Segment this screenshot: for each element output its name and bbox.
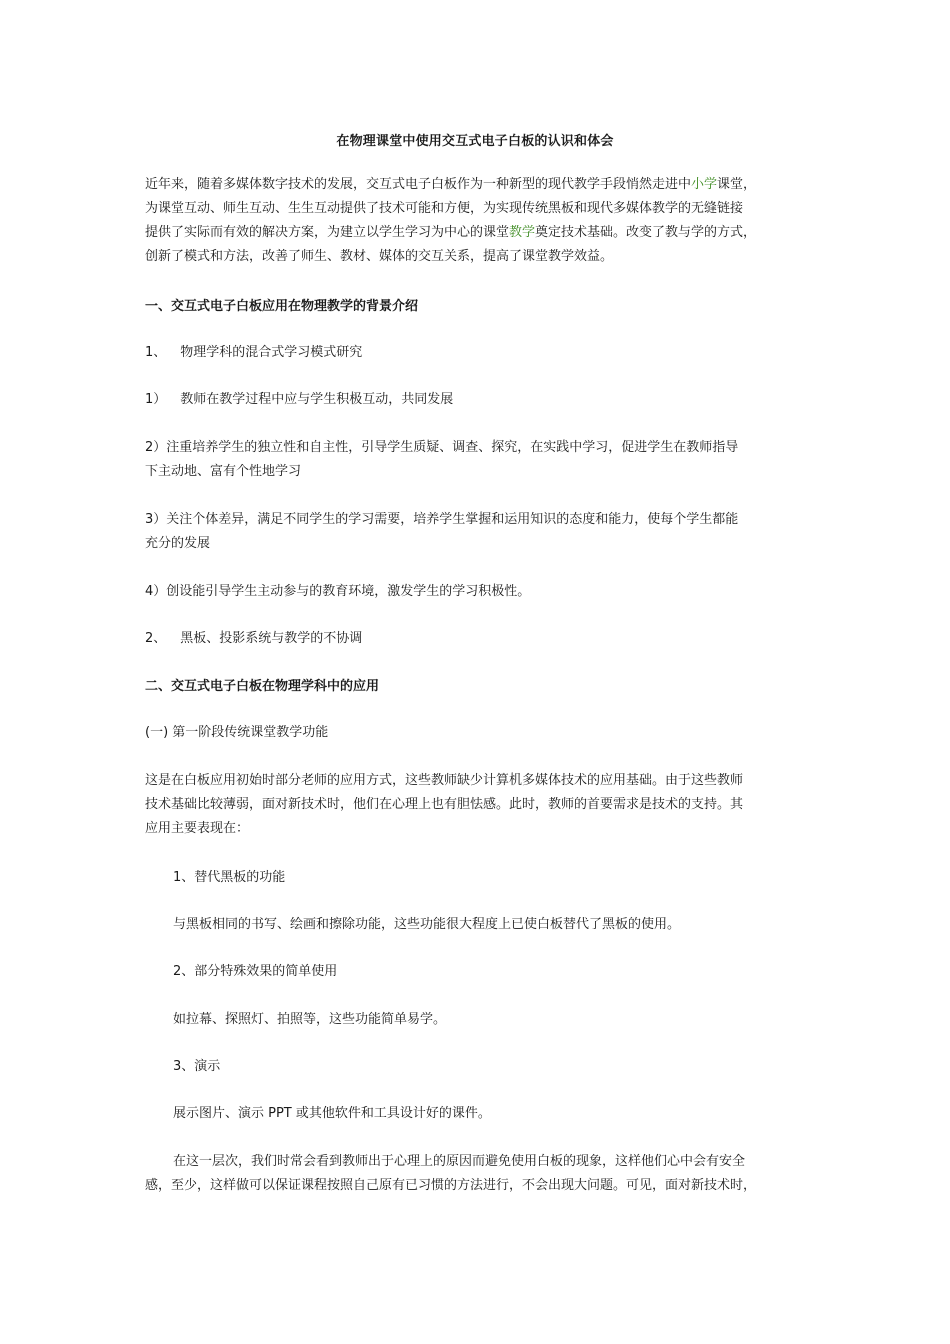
stage1-paragraph: 这是在白板应用初始时部分老师的应用方式，这些教师缺少计算机多媒体技术的应用基础。由于这些教师 技术基础比较薄弱，面对新技术时，他们在心理上也有胆怯感。此时，教师的首要需求是技术的支持。其 应用主要表现在： xyxy=(145,773,744,836)
section1-heading: 一、交互式电子白板应用在物理教学的背景介绍 xyxy=(145,299,419,314)
feature-1-desc: 与黑板相同的书写、绘画和擦除功能，这些功能很大程度上已使白板替代了黑板的使用。 xyxy=(173,917,681,932)
section1-sub-4: 4）创设能引导学生主动参与的教育环境，激发学生的学习积极性。 xyxy=(145,584,531,599)
stage1-heading: (一) 第一阶段传统课堂教学功能 xyxy=(145,725,329,740)
link-teaching[interactable]: 教学 xyxy=(509,225,536,240)
document-title: 在物理课堂中使用交互式电子白板的认识和体会 xyxy=(336,134,614,149)
intro-line-2: 为课堂互动、师生互动、生生互动提供了技术可能和方便，为实现传统黑板和现代多媒体教学的无缝链接 xyxy=(145,201,744,216)
section1-sub-2: 2）注重培养学生的独立性和自主性，引导学生质疑、调查、探究，在实践中学习，促进学生在教师指导 下主动地、富有个性地学习 xyxy=(145,440,739,479)
link-primary-school[interactable]: 小学 xyxy=(691,177,718,192)
feature-3-title: 3、演示 xyxy=(173,1059,221,1074)
intro-paragraph xyxy=(145,173,813,269)
section1-sub-1: 1） 教师在教学过程中应与学生积极互动，共同发展 xyxy=(145,392,454,407)
feature-2-desc: 如拉幕、探照灯、拍照等，这些功能简单易学。 xyxy=(173,1012,447,1027)
closing-paragraph: 在这一层次，我们时常会看到教师出于心理上的原因而避免使用白板的现象，这样他们心中会有安全 感，至少，这样做可以保证课程按照自己原有已习惯的方法进行，不会出现大问题。可见，面对新技术时， xyxy=(145,1154,757,1193)
intro-line-1: 近年来，随着多媒体数字技术的发展，交互式电子白板作为一种新型的现代教学手段悄然走进中小学课堂， xyxy=(145,177,757,192)
intro-line-3: 提供了实际而有效的解决方案，为建立以学生学习为中心的课堂教学奠定技术基础。改变了教与学的方式， xyxy=(145,225,757,240)
feature-1-title: 1、替代黑板的功能 xyxy=(173,870,286,885)
section1-sub-3: 3）关注个体差异，满足不同学生的学习需要，培养学生掌握和运用知识的态度和能力，使每个学生都能 充分的发展 xyxy=(145,512,739,551)
intro-line-4: 创新了模式和方法，改善了师生、教材、媒体的交互关系，提高了课堂教学效益。 xyxy=(145,249,614,264)
feature-3-desc: 展示图片、演示 PPT 或其他软件和工具设计好的课件。 xyxy=(173,1106,491,1121)
section2-heading: 二、交互式电子白板在物理学科中的应用 xyxy=(145,679,380,694)
section1-item-1: 1、 物理学科的混合式学习模式研究 xyxy=(145,345,363,360)
feature-2-title: 2、部分特殊效果的简单使用 xyxy=(173,964,338,979)
section1-item-2: 2、 黑板、投影系统与教学的不协调 xyxy=(145,631,363,646)
